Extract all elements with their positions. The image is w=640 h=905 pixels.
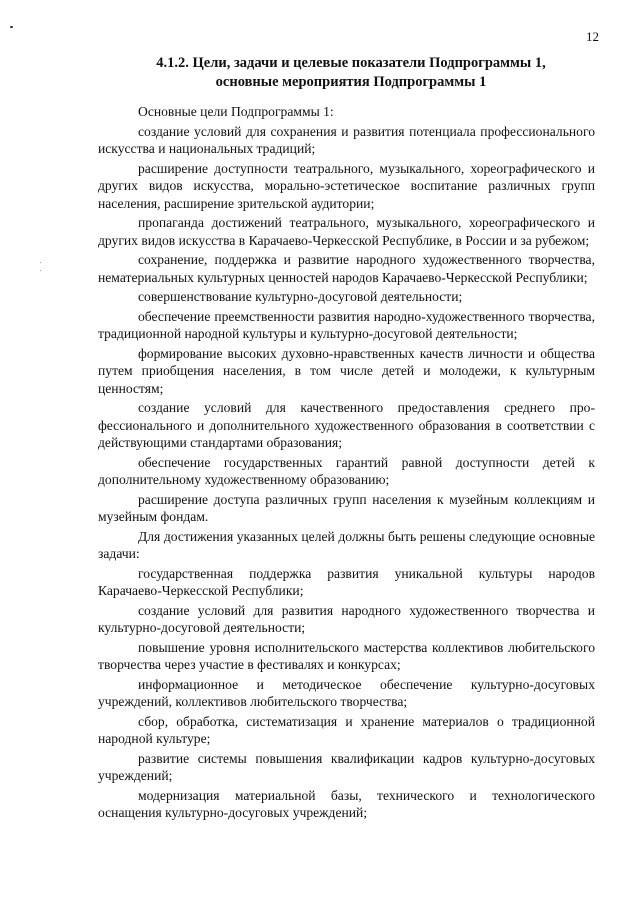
page-number: 12 <box>586 29 599 44</box>
paragraph: расширение доступности театрального, музыкального, хореографического и других видов искусства, морально-эстетическое воспитание различных групп населения, расширение зрительской аудитории; <box>98 160 595 211</box>
paragraph: пропаганда достижений театрального, музыкального, хореографического и других видов искусства в Карачаево-Черкесской Республике, в России и за рубежом; <box>98 215 595 248</box>
paragraph: развитие системы повышения квалификации кадров культурно-досуговых учреждений; <box>98 750 595 783</box>
scan-speck <box>40 262 41 263</box>
section-heading <box>96 54 606 92</box>
scan-speck <box>10 26 13 28</box>
paragraph: Для достижения указанных целей должны быть решены следующие основные задачи: <box>98 528 595 561</box>
paragraph: информационное и методическое обеспечение культурно-досуговых учреждений, коллективов любительского творчества; <box>98 676 595 709</box>
paragraph: расширение доступа различных групп населения к музейным коллекциям и музейным фондам. <box>98 491 595 524</box>
paragraph: сохранение, поддержка и развитие народного художественного творчества, нематериальных культурных ценностей народов Карачаево-Черкесской Республики; <box>98 252 595 285</box>
paragraph: формирование высоких духовно-нравственных качеств личности и общества путем приобщения населения, в том числе детей и молодежи, к культурным ценностям; <box>98 345 595 396</box>
paragraph: создание условий для качественного предоставления среднего профессионального и дополнительного художественного образования в соответствии с действующими стандартами образования; <box>98 400 595 450</box>
paragraph: обеспечение преемственности развития народно-художественного творчества, традиционной народной культуры и культурно-досуговой деятельности; <box>98 308 595 341</box>
paragraph: сбор, обработка, систематизация и хранение материалов о традиционной народной культуре; <box>98 713 595 746</box>
paragraph: создание условий для развития народного художественного творчества и культурно-досуговой деятельности; <box>98 602 595 635</box>
section-heading-line-1: 4.1.2. Цели, задачи и целевые показатели Подпрограммы 1, <box>156 55 546 71</box>
paragraph: совершенствование культурно-досуговой деятельности; <box>138 289 463 304</box>
paragraph: создание условий для сохранения и развития потенциала профессионального искусства и национальных традиций; <box>98 123 595 156</box>
paragraph: повышение уровня исполнительского мастерства коллективов любительского творчества через участие в фестивалях и конкурсах; <box>98 639 595 672</box>
section-heading-line-2: основные мероприятия Подпрограммы 1 <box>215 74 487 90</box>
scan-speck <box>40 270 41 271</box>
paragraph: обеспечение государственных гарантий равной доступности детей к дополнительному художественному образованию; <box>98 454 595 487</box>
paragraph: модернизация материальной базы, технического и технологического оснащения культурно-досуговых учреждений; <box>98 787 595 820</box>
body-text <box>98 103 595 824</box>
paragraph: государственная поддержка развития уникальной культуры народов Карачаево-Черкесской Республики; <box>98 565 595 598</box>
paragraph: Основные цели Подпрограммы 1: <box>138 104 334 119</box>
